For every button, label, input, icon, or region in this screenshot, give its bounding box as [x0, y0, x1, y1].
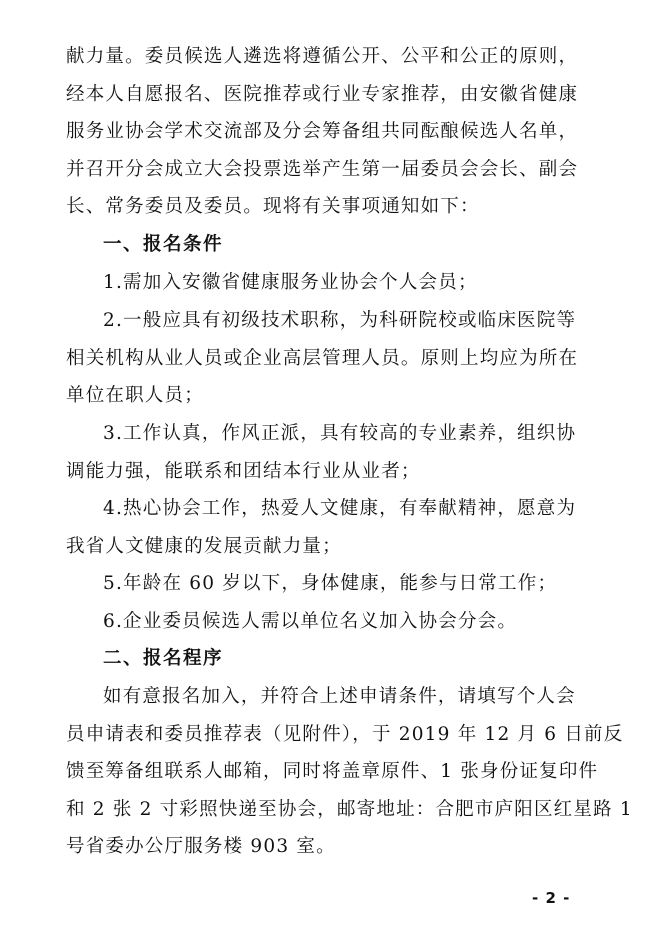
intro-line-1: 献力量。委员候选人遴选将遵循公开、公平和公正的原则， — [66, 46, 579, 67]
condition-item-3-line-2: 调能力强，能联系和团结本行业从业者； — [66, 460, 421, 482]
procedure-line-1: 如有意报名加入，并符合上述申请条件，请填写个人会 — [103, 686, 576, 707]
procedure-line-5: 号省委办公厅服务楼 903 室。 — [66, 836, 336, 858]
condition-item-5 — [66, 565, 570, 603]
intro-line-3: 服务业协会学术交流部及分会筹备组共同酝酿候选人名单， — [66, 121, 579, 143]
condition-item-6-text: 6.企业委员候选人需以单位名义加入协会分会。 — [103, 611, 518, 632]
condition-item-2-line-3: 单位在职人员； — [66, 385, 204, 407]
condition-item-4-line-1: 4.热心协会工作，热爱人文健康，有奉献精神，愿意为 — [103, 498, 577, 519]
procedure-line-4: 和 2 张 2 寸彩照快递至协会，邮寄地址：合肥市庐阳区红星路 1 — [66, 798, 633, 820]
procedure-line-2: 员申请表和委员推荐表（见附件），于 2019 年 12 月 6 日前反 — [66, 723, 624, 745]
section-heading-registration-conditions: 一、报名条件 — [103, 234, 224, 255]
condition-item-1-text: 1.需加入安徽省健康服务业协会个人会员； — [103, 272, 478, 293]
condition-item-4-line-2: 我省人文健康的发展贡献力量； — [66, 535, 342, 557]
procedure-line-3: 馈至筹备组联系人邮箱，同时将盖章原件、1 张身份证复印件 — [66, 761, 599, 783]
intro-paragraph — [66, 38, 579, 226]
condition-item-6 — [66, 603, 570, 641]
condition-item-4 — [66, 490, 577, 565]
intro-line-2: 经本人自愿报名、医院推荐或行业专家推荐，由安徽省健康 — [66, 83, 579, 105]
intro-line-4: 并召开分会成立大会投票选举产生第一届委员会会长、副会 — [66, 158, 579, 180]
procedure-paragraph — [66, 678, 633, 866]
condition-item-2-line-2: 相关机构从业人员或企业高层管理人员。原则上均应为所在 — [66, 347, 579, 369]
intro-line-5: 长、常务委员及委员。现将有关事项通知如下： — [66, 196, 480, 218]
page-number: - 2 - — [532, 889, 571, 907]
section-heading-registration-procedure: 二、报名程序 — [103, 648, 224, 669]
condition-item-2 — [66, 302, 579, 415]
condition-item-3 — [66, 415, 577, 490]
condition-item-1 — [66, 264, 570, 302]
condition-item-3-line-1: 3.工作认真，作风正派，具有较高的专业素养，组织协 — [103, 423, 577, 444]
condition-item-2-line-1: 2.一般应具有初级技术职称，为科研院校或临床医院等 — [103, 310, 577, 331]
condition-item-5-text: 5.年龄在 60 岁以下，身体健康，能参与日常工作； — [103, 573, 558, 594]
